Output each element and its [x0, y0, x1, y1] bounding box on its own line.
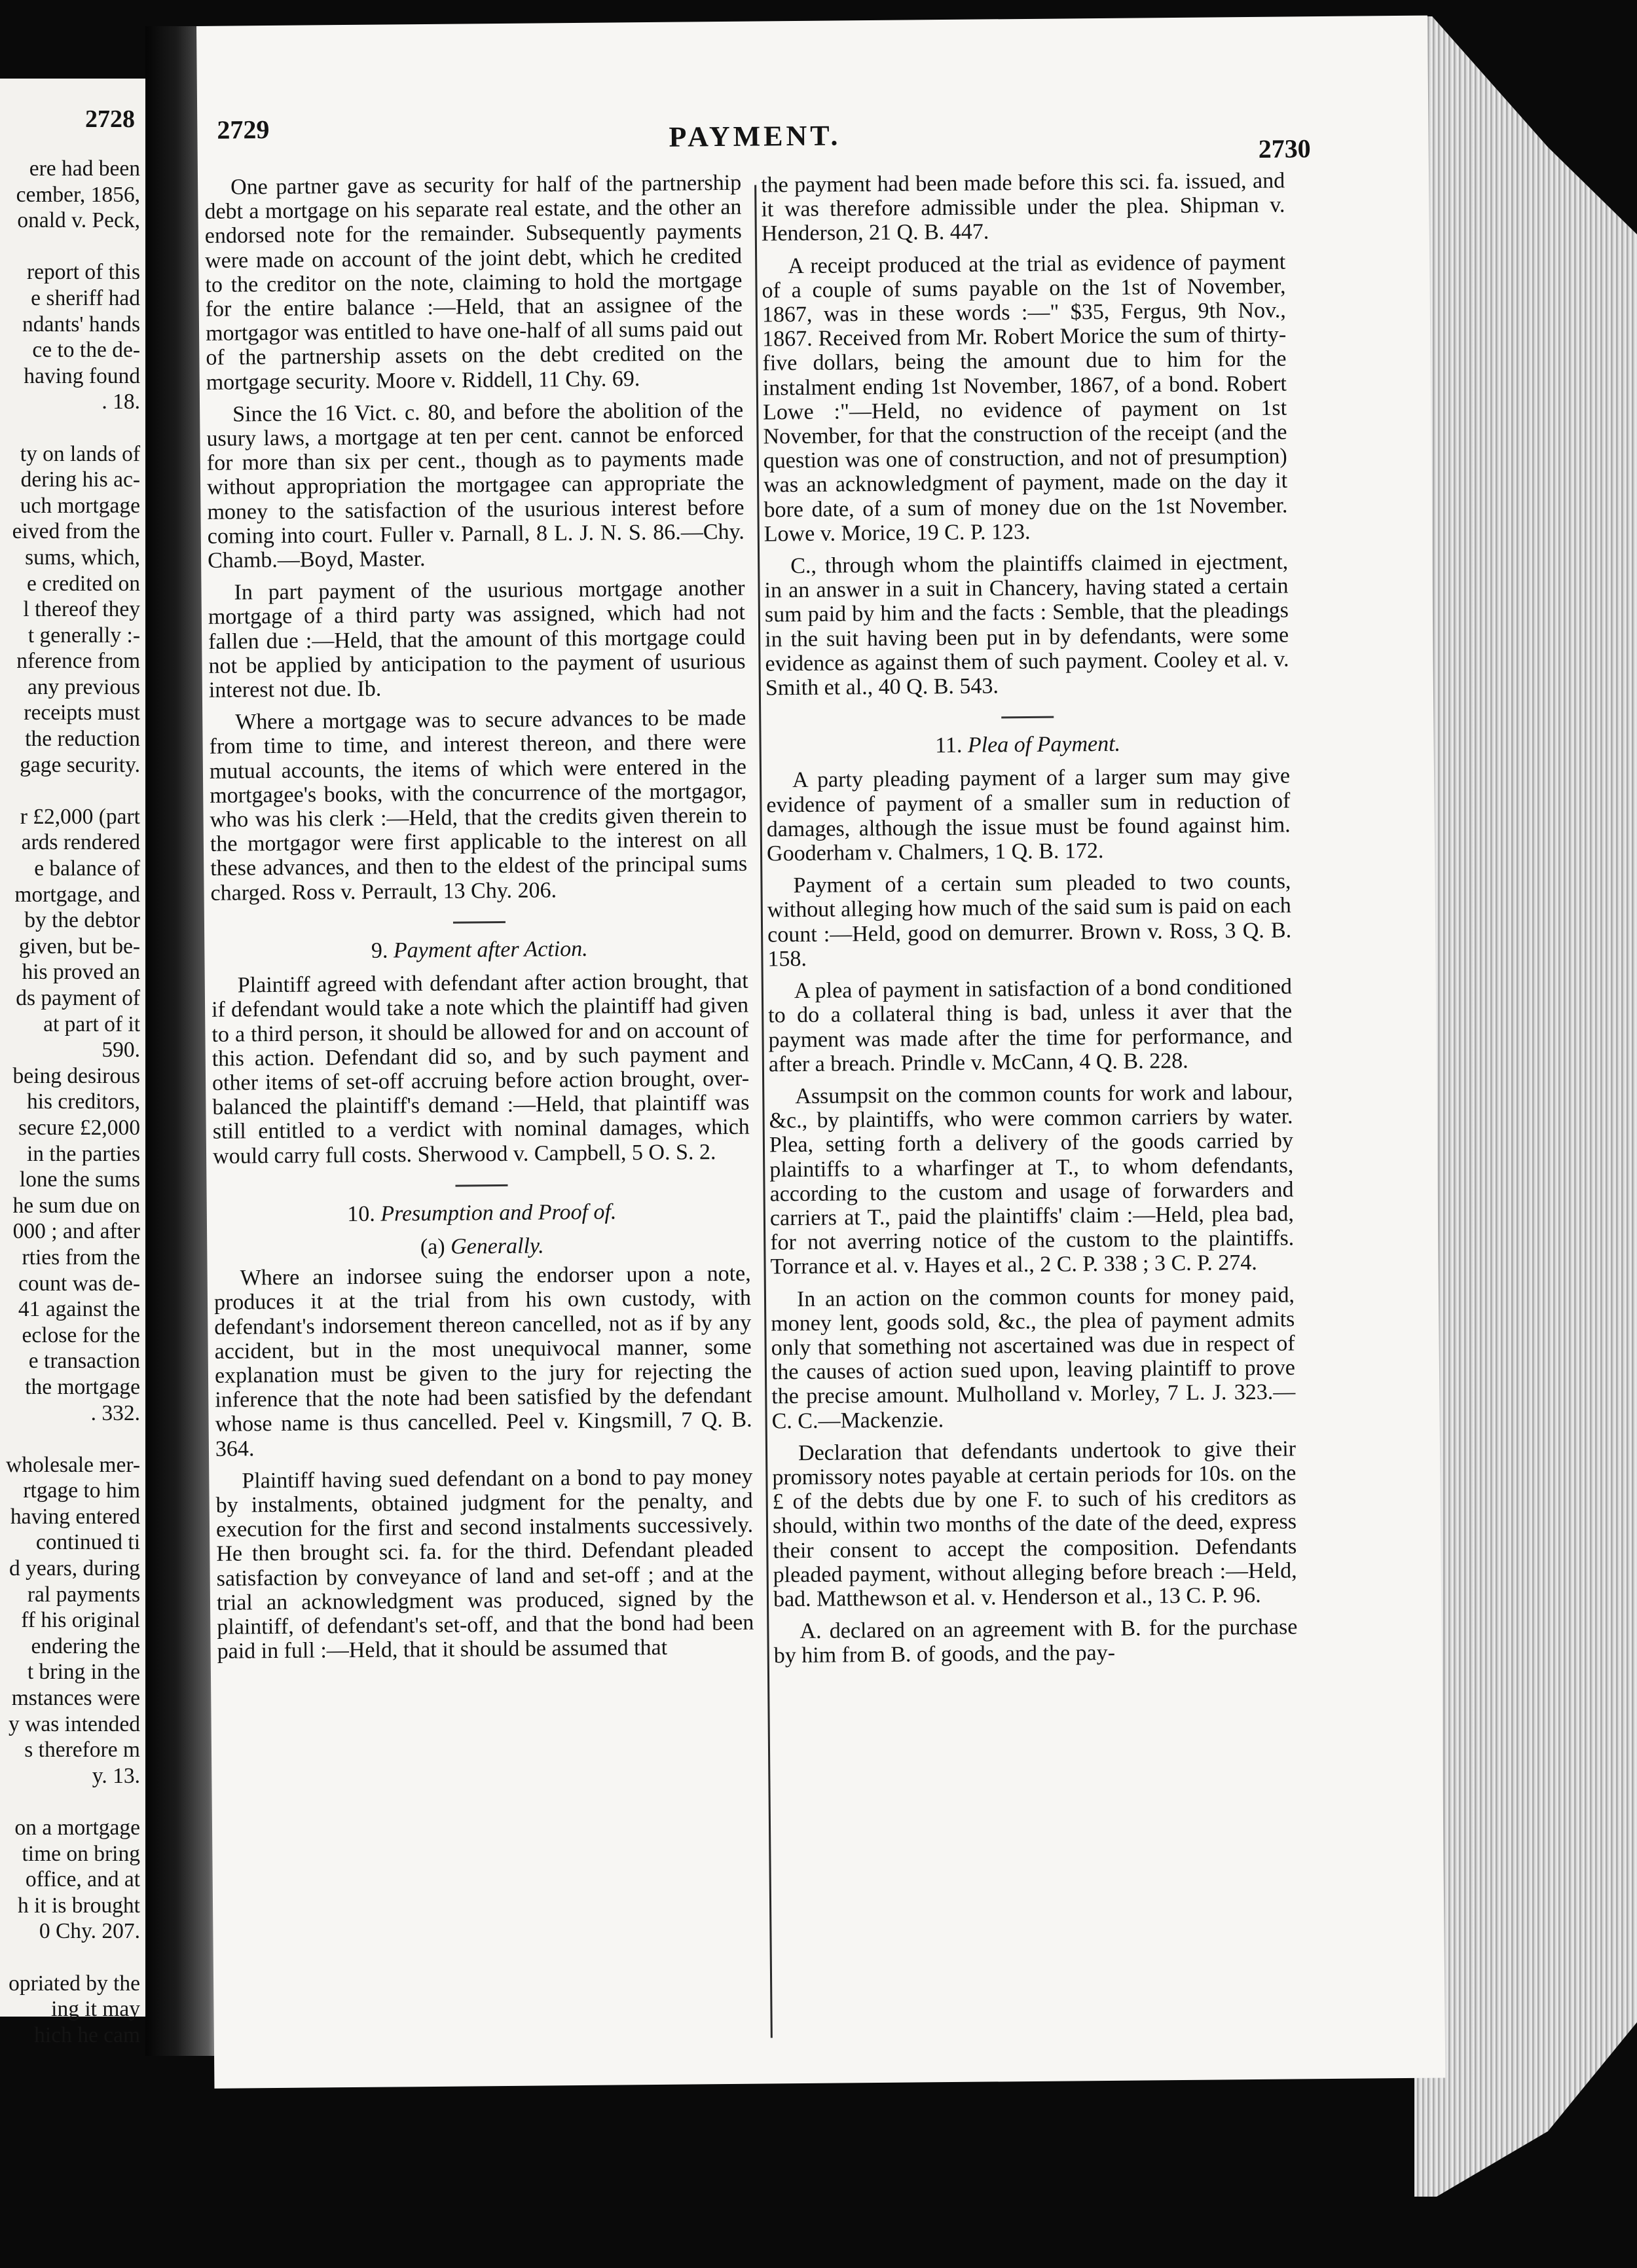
previous-page-line: his creditors, [26, 1089, 140, 1114]
paragraph: Where an indorsee suing the endorser upon a note, produces it at the trial from his own custody, with defendant's indorsement thereon cancelled, not as if by any accident, but in the most unequivocal manner, some explanation must be given to the jury for rejecting the inference that the note had been satisfied by the defendant whose name is thus cancelled. Peel v. Kingsmill, 7 Q. B. 364. [213, 1261, 752, 1461]
paragraph: A party pleading payment of a larger sum may give evidence of payment of a smaller sum in reduction of damages, although the issue must be found against him. Gooderham v. Chalmers, 1 Q. B. 172. [766, 763, 1291, 866]
previous-page-line: ce to the de- [32, 338, 140, 363]
previous-page-line: ff his original [21, 1608, 140, 1633]
previous-page-line: ty on lands of [20, 441, 140, 466]
previous-page-line: ing it may [51, 1997, 140, 2022]
page-number-right: 2730 [1258, 134, 1311, 164]
previous-page-line: count was de- [18, 1271, 140, 1296]
previous-page-line: the reduction [25, 727, 140, 752]
previous-page-line: e credited on [27, 571, 140, 596]
previous-page-line: 41 against the [18, 1297, 140, 1322]
paragraph: A plea of payment in satisfaction of a bond conditioned to do a collateral thing is bad, unless it aver that the payment was made after the time for performance, and after a breach. Prindle v. McCann, 4 Q. B. 228. [768, 974, 1293, 1077]
previous-page-line: r £2,000 (part [20, 804, 140, 829]
previous-page-line: in the parties [26, 1141, 140, 1166]
previous-page-line: his proved an [22, 960, 140, 985]
paragraph: the payment had been made before this sci. fa. issued, and it was therefore admissible under the plea. Shipman v. Henderson, 21 Q. B. 447. [760, 168, 1285, 246]
previous-page-line: rtgage to him [23, 1478, 140, 1503]
previous-page-line [0, 415, 140, 441]
section-number: 11. [934, 733, 963, 758]
previous-page-line: having found [24, 363, 140, 388]
previous-page-line [0, 778, 140, 804]
subsection-heading-a [213, 1232, 750, 1261]
subsection-label: (a) [420, 1234, 445, 1260]
previous-page-line: wholesale mer- [6, 1452, 140, 1477]
previous-page-line: having entered [10, 1504, 140, 1529]
previous-page-number: 2728 [85, 105, 135, 133]
paragraph: Assumpsit on the common counts for work and labour, &c., by plaintiffs, who were common carriers by water. Plea, setting forth a delivery of the goods carried by plaintiffs to a wharfinger at T., to whom defendants, according to the custom and usage of forwarders and carriers at T., paid the plaintiffs' claim :—Held, plea bad, for not averring notice of the custom to the plaintiffs. Torrance et al. v. Hayes et al., 2 C. P. 338 ; 3 C. P. 274. [769, 1080, 1295, 1279]
section-number: 10. [347, 1201, 375, 1226]
previous-page-line: nference from [16, 649, 140, 674]
previous-page-line: given, but be- [18, 934, 140, 959]
previous-page-line: t bring in the [27, 1660, 140, 1685]
page-number-left: 2729 [217, 115, 270, 145]
previous-page-line: . 332. [90, 1400, 140, 1425]
section-title: Presumption and Proof of. [380, 1199, 617, 1226]
page-edges [1414, 16, 1637, 2197]
previous-page-fragment [0, 79, 145, 2047]
previous-page-line: onald v. Peck, [17, 208, 140, 233]
paragraph: A receipt produced at the trial as evidence of payment of a couple of sums payable on the 1st of November, 1867, was in these words :—" $35, Fergus, 9th Nov., 1867. Received from Mr. Robert Morice the sum of thirty-five dollars, being the amount due to him for the instalment ending 1st November, 1867, of a bond. Robert Lowe :"—Held, no evidence of payment on 1st November, for that the construction of the receipt (and the question was one of construction, and not of presumption) was an acknowledgment of payment, made on the day it bore date, of a sum of money due on the 1st November. Lowe v. Morice, 19 C. P. 123. [762, 249, 1288, 547]
paragraph: Plaintiff having sued defendant on a bond to pay money by instalments, obtained judgment for the penalty, and execution for the first and second instalments successively. He then brought sci. fa. for the third. Defendant pleaded satisfaction by conveyance of land and set-off ; and at the trial an acknowledgment was produced, signed by the plaintiff, of defendant's set-off, and that the bond had been paid in full :—Held, that it should be assumed that [215, 1464, 754, 1664]
previous-page-line: 000 ; and after [12, 1219, 140, 1244]
previous-page-line: e transaction [28, 1349, 140, 1374]
previous-page-line: d years, during [9, 1556, 140, 1581]
previous-page-line: at part of it [43, 1012, 140, 1036]
paragraph: A. declared on an agreement with B. for the purchase by him from B. of goods, and the pay- [773, 1615, 1298, 1668]
previous-page-line: by the debtor [24, 908, 140, 933]
previous-page-line: report of this [26, 260, 140, 285]
previous-page-line: e balance of [34, 856, 140, 881]
previous-page-line: ral payments [27, 1582, 140, 1607]
previous-page-line: mstances were [11, 1686, 140, 1711]
paragraph: Declaration that defendants undertook to give their promissory notes payable at certain periods for 10s. on the £ of the debts due by one F. to such of his creditors as should, within two months of the date of the deed, express their consent to accept the composition. Defendants pleaded payment, without alleging before breach :—Held, bad. Matthewson et al. v. Henderson et al., 13 C. P. 96. [772, 1436, 1297, 1612]
previous-page-line: any previous [27, 674, 140, 699]
previous-page-line: receipts must [24, 701, 140, 725]
previous-page-line: ds payment of [16, 986, 140, 1010]
previous-page-line: rties from the [22, 1245, 140, 1270]
running-title: PAYMENT. [669, 119, 841, 153]
previous-page-line: y. 13. [92, 1763, 140, 1788]
previous-page-line: 0 Chy. 207. [39, 1919, 140, 1944]
previous-page-line: l thereof they [23, 597, 140, 622]
previous-page-line: endering the [31, 1634, 140, 1658]
previous-page-line: continued ti [35, 1530, 140, 1555]
previous-page-line: s therefore m [24, 1738, 140, 1763]
previous-page-line: gage security. [20, 752, 140, 777]
section-heading-10 [213, 1198, 750, 1227]
previous-page-line: ndants' hands [22, 312, 140, 337]
paragraph: Payment of a certain sum pleaded to two counts, without alleging how much of the said sum is paid on each count :—Held, good on demurrer. Brown v. Ross, 3 Q. B. 158. [767, 869, 1292, 972]
section-heading-9 [211, 936, 748, 964]
section-title: Plea of Payment. [967, 731, 1121, 758]
previous-page-line: t generally :- [28, 623, 140, 648]
previous-page-line: the mortgage [25, 1374, 140, 1399]
previous-page-line [0, 234, 140, 260]
previous-page-line: office, and at [25, 1867, 140, 1892]
previous-page-text [0, 156, 140, 2048]
previous-page-line: being desirous [12, 1063, 140, 1088]
right-column [761, 169, 1298, 1676]
previous-page-line: secure £2,000 [18, 1115, 140, 1140]
previous-page-line: time on bring [22, 1841, 140, 1866]
paragraph: Since the 16 Vict. c. 80, and before the abolition of the usury laws, a mortgage at ten per cent. cannot be enforced for more than six per cent., though as to payments made without appropriation the mortgagee can appropriate the money to the satisfaction of the usurious interest before coming into court. Fuller v. Parnall, 8 L. J. N. S. 86.—Chy. Chamb.—Boyd, Master. [206, 397, 745, 573]
previous-page-line [0, 1945, 140, 1971]
paragraph: In part payment of the usurious mortgage another mortgage of a third party was assigned, which had not fallen due :—Held, that the amount of this mortgage could not be applied by anticipation to the payment of usurious interest not due. Ib. [208, 576, 746, 703]
previous-page-line: he sum due on [12, 1193, 140, 1218]
left-column [204, 171, 754, 1672]
previous-page-line: on a mortgage [14, 1816, 140, 1840]
section-number: 9. [371, 938, 388, 963]
previous-page-line: ere had been [29, 156, 140, 181]
previous-page-line: eclose for the [22, 1323, 140, 1347]
previous-page-line: 590. [101, 1038, 140, 1063]
previous-page-line: mortgage, and [14, 882, 140, 907]
previous-page-line: h it is brought [17, 1893, 140, 1918]
paragraph: In an action on the common counts for money paid, money lent, goods sold, &c., the plea of payment admits only that something not ascertained was due in respect of the causes of action sued upon, leaving plaintiff to prove the precise amount. Mulholland v. Morley, 7 L. J. 323.—C. C.—Mackenzie. [771, 1282, 1296, 1433]
section-rule [453, 921, 506, 924]
section-rule [455, 1184, 507, 1187]
section-rule [1001, 716, 1054, 719]
paragraph: Where a mortgage was to secure advances to be made from time to time, and interest thereon, and there were mutual accounts, the items of which were entered in the mortgagee's books, with the concurrence of the mortgagor, who was his clerk :—Held, that the credits given therein to the mortgagor were first applicable to the interest on all these advances, and then to the eldest of the principal sums charged. Ross v. Perrault, 13 Chy. 206. [209, 705, 748, 905]
paragraph: C., through whom the plaintiffs claimed in ejectment, in an answer in a suit in Chancery, having stated a certain sum paid by him and the facts : Semble, that the pleadings in the suit having been put in by defendants, were some evidence as against them of such payment. Cooley et al. v. Smith et al., 40 Q. B. 543. [764, 549, 1289, 701]
paragraph: One partner gave as security for half of the partnership debt a mortgage on his separate real estate, and the other an endorsed note for the remainder. Subsequently payments were made on account of the joint debt, which he credited to the creditor on the note, claiming to hold the mortgage for the entire balance :—Held, that an assignee of the mortgagor was entitled to have one-half of all sums paid out of the partnership assets on the debt credited on the mortgage security. Moore v. Riddell, 11 Chy. 69. [204, 170, 743, 395]
previous-page-line: hich he cam [34, 2022, 140, 2047]
paragraph: Plaintiff agreed with defendant after action brought, that if defendant would take a note which the plaintiff had given to a third person, it should be allowed for and on account of this action. Defendant did so, and by such payment and other items of set-off accruing before action brought, over-balanced the plaintiff's demand :—Held, that plaintiff was still entitled to a verdict with nominal damages, which would carry full costs. Sherwood v. Campbell, 5 O. S. 2. [211, 968, 750, 1169]
previous-page-line: . 18. [101, 390, 140, 414]
previous-page-line: uch mortgage [20, 493, 140, 518]
previous-page-line [0, 1426, 140, 1452]
previous-page-line: y was intended [9, 1711, 140, 1736]
previous-page-line: eived from the [12, 519, 140, 544]
previous-page-line: dering his ac- [20, 467, 140, 492]
previous-page-line: sums, which, [25, 545, 140, 570]
page-2729-2730 [196, 16, 1445, 2089]
section-title: Payment after Action. [393, 936, 588, 963]
previous-page-line [0, 1789, 140, 1815]
previous-page-line: ards rendered [21, 830, 140, 855]
previous-page-line: e sheriff had [31, 285, 140, 310]
section-heading-11 [765, 731, 1289, 759]
previous-page-line: cember, 1856, [16, 182, 140, 207]
subsection-title: Generally. [450, 1234, 544, 1259]
previous-page-line: opriated by the [9, 1971, 140, 1996]
previous-page-line: lone the sums [19, 1167, 140, 1192]
